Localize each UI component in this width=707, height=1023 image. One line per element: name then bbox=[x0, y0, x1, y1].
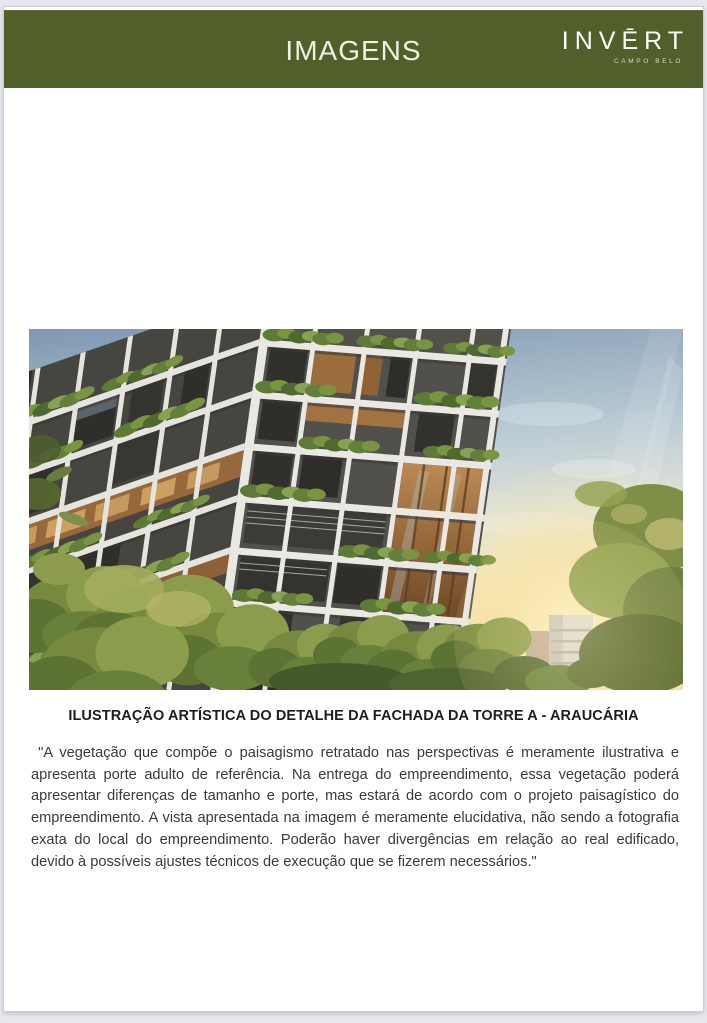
invert-logo bbox=[562, 27, 689, 65]
logo-brand-text: INVĒRT bbox=[561, 27, 689, 55]
logo-subtitle-text: CAMPO BELO bbox=[614, 58, 683, 65]
page-title: IMAGENS bbox=[285, 35, 422, 66]
disclaimer-paragraph: "A vegetação que compõe o paisagismo retratado nas perspectivas é meramente ilustrativa e apresenta porte adulto de referência. Na entrega do empreendimento, essa vegetação poderá apresentar diferenças de tamanho e porte, mas estará de acordo com o projeto paisagístico do empreendimento. A vista apresentada na imagem é meramente elucidativa, não sendo a fotografia exata do local do empreendimento. Poderão haver divergências em relação ao real edificado, devido à possíveis ajustes técnicos de execução que se fizerem necessários." bbox=[31, 745, 679, 870]
facade-illustration bbox=[29, 329, 683, 690]
facade-rendering-image bbox=[29, 329, 683, 690]
header-bar bbox=[4, 10, 703, 88]
figure-caption: ILUSTRAÇÃO ARTÍSTICA DO DETALHE DA FACHADA DA TORRE A - ARAUCÁRIA bbox=[68, 708, 639, 724]
document-page bbox=[3, 6, 704, 1012]
